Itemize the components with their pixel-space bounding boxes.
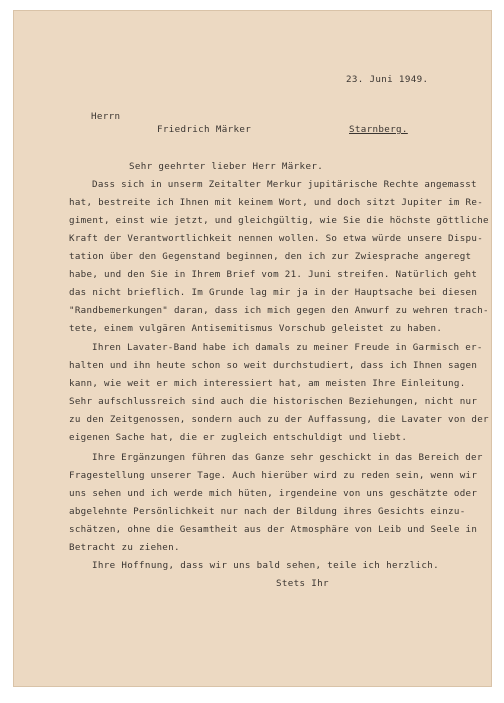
body-line: uns sehen und ich werde mich hüten, irgendeine von uns geschätzte oder	[69, 488, 478, 499]
body-line: Dass sich in unserm Zeitalter Merkur jupitärische Rechte angemasst	[92, 179, 477, 190]
body-line: das nicht brieflich. Im Grunde lag mir ja in der Hauptsache bei diesen	[69, 287, 478, 298]
body-line: hat, bestreite ich Ihnen mit keinem Wort, und doch sitzt Jupiter im Re-	[69, 197, 484, 208]
body-line: abgelehnte Persönlichkeit nur nach der Bildung ihres Gesichts einzu-	[69, 506, 466, 517]
body-line: habe, und den Sie in Ihrem Brief vom 21. Juni streifen. Natürlich geht	[69, 269, 478, 280]
body-line: zu den Zeitgenossen, sondern auch zu der Auffassung, die Lavater von der	[69, 414, 489, 425]
salutation-to: Herrn	[91, 111, 121, 122]
body-line: Ihre Ergänzungen führen das Ganze sehr geschickt in das Bereich der	[92, 452, 483, 463]
body-line: tete, einem vulgären Antisemitismus Vorschub geleistet zu haben.	[69, 323, 443, 334]
letter-date: 23. Juni 1949.	[346, 74, 429, 85]
body-line: giment, einst wie jetzt, und gleichgültig, wie Sie die höchste göttliche	[69, 215, 489, 226]
recipient-place: Starnberg.	[349, 124, 408, 135]
recipient-name: Friedrich Märker	[157, 124, 252, 135]
body-line: "Randbemerkungen" daran, dass ich mich gegen den Anwurf zu wehren trach-	[69, 305, 489, 316]
closing-line: Ihre Hoffnung, dass wir uns bald sehen, teile ich herzlich.	[92, 560, 439, 571]
body-line: Ihren Lavater-Band habe ich damals zu meiner Freude in Garmisch er-	[92, 342, 483, 353]
body-line: halten und ihn heute schon so weit durchstudiert, dass ich Ihnen sagen	[69, 360, 478, 371]
body-line: Betracht zu ziehen.	[69, 542, 180, 553]
closing: Stets Ihr	[276, 578, 329, 589]
body-line: tation über den Gegenstand beginnen, den ich zur Zwiesprache angeregt	[69, 251, 472, 262]
letter-sheet	[13, 10, 492, 687]
body-line: schätzen, ohne die Gesamtheit aus der Atmosphäre von Leib und Seele in	[69, 524, 478, 535]
body-line: eigenen Sache hat, die er zugleich entschuldigt und liebt.	[69, 432, 408, 443]
body-line: Sehr aufschlussreich sind auch die historischen Beziehungen, nicht nur	[69, 396, 478, 407]
body-line: Kraft der Verantwortlichkeit nennen wollen. So etwa würde unsere Dispu-	[69, 233, 484, 244]
greeting: Sehr geehrter lieber Herr Märker.	[129, 161, 324, 172]
body-line: Fragestellung unserer Tage. Auch hierüber wird zu reden sein, wenn wir	[69, 470, 478, 481]
body-line: kann, wie weit er mich interessiert hat, am meisten Ihre Einleitung.	[69, 378, 466, 389]
